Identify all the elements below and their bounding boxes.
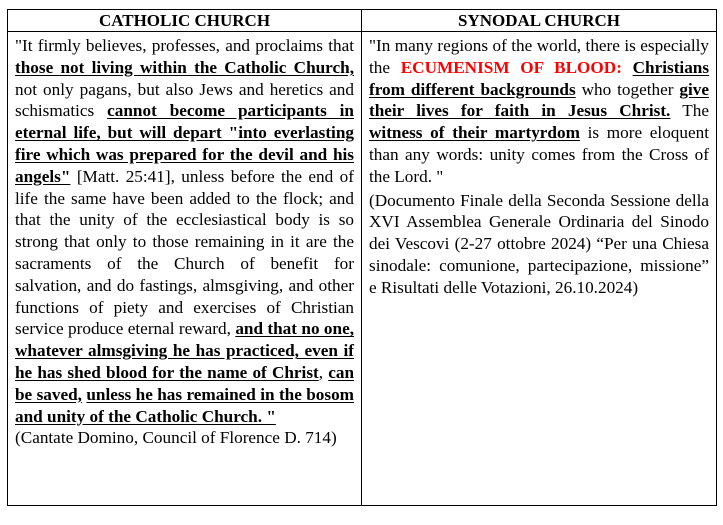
catholic-quote [15,35,354,427]
emphasis-text: give their lives for faith in Jesus Christ. [369,79,709,121]
quote-text: who together [575,79,680,99]
quote-text: The [670,101,709,121]
emphasis-text: unless he has remained in the bosom and unity of the Catholic Church. " [15,384,354,426]
emphasis-text: Christians from different backgrounds [369,57,710,99]
emphasis-text: witness of their martyrdom [369,123,580,143]
quote-text: "In many regions of the world, there is especially the [369,36,709,77]
catholic-church-cell [8,32,362,506]
emphasis-text: those not living within the Catholic Church, [15,57,354,77]
synodal-church-cell [362,32,717,506]
quote-text: [Matt. 25:41], unless before the end of life the same have been added to the flock; and that the unity of the ecclesiastical body is so strong that only to those remaining in it are the sacraments of the Church of benefit for salvation, and do fastings, almsgiving, and other functions of piety and exercises of Christian service produce eternal reward, [15,166,354,339]
synodal-citation: (Documento Finale della Seconda Sessione della XVI Assemblea Generale Ordinaria del Sinodo dei Vescovi (2-27 ottobre 2024) “Per una Chiesa sinodale: comunione, partecipazione, missione” e Risultati delle Votazioni, 26.10.2024) [369,190,709,297]
emphasis-text: and that no one, whatever almsgiving he has practiced, even if he has shed blood for the name of Christ [15,319,354,382]
quote-text: , [318,362,329,382]
synodal-quote [369,35,709,188]
emphasis-text: cannot become participants in eternal life, but will depart "into everlasting fire which was prepared for the devil and his angels" [15,101,354,186]
quote-text [622,58,633,77]
ecumenism-highlight: ECUMENISM OF BLOOD: [400,57,622,77]
quote-text: is more eloquent than any words: unity comes from the Cross of the Lord. " [369,123,709,186]
header-row [8,10,717,32]
emphasis-text: can be saved, [15,362,355,404]
header-catholic-church: CATHOLIC CHURCH [8,10,362,32]
catholic-citation: (Cantate Domino, Council of Florence D. 714) [15,428,337,448]
header-synodal-church: SYNODAL CHURCH [362,10,717,32]
content-row [8,32,717,506]
quote-text: not only pagans, but also Jews and heretics and schismatics [15,79,354,121]
quote-text: "It firmly believes, professes, and proclaims that [15,36,354,55]
comparison-table [7,9,717,506]
